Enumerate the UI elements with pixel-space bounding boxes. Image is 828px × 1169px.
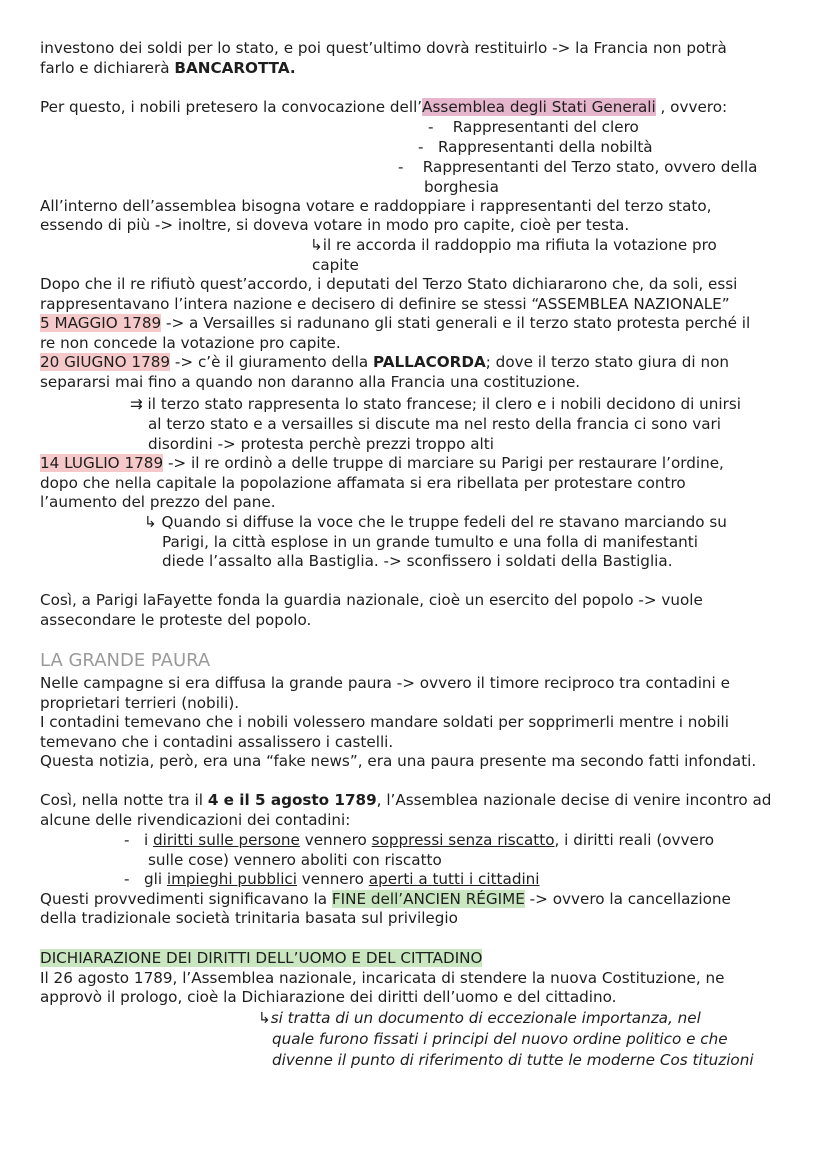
text-fragment: , l’Assemblea nazionale decise di venire incontro ad: [376, 791, 772, 809]
heading-highlight: DICHIARAZIONE DEI DIRITTI DELL’UOMO E DEL CITTADINO: [40, 949, 483, 967]
text-fragment: -> il re ordinò a delle truppe di marciare su Parigi per restaurare l’ordine,: [163, 454, 724, 472]
keyword-pallacorda: PALLACORDA: [373, 353, 486, 371]
underlined-text: aperti a tutti i cittadini: [368, 870, 540, 888]
list-item: [428, 117, 639, 137]
text-line: essendo di più -> inoltre, si doveva votare in modo pro capite, cioè per testa.: [40, 216, 630, 234]
text-fragment: -> a Versailles si radunano gli stati generali e il terzo stato protesta perché il: [161, 314, 751, 332]
list-item-text: Rappresentanti della nobiltà: [437, 138, 653, 156]
note-line: ⇉ il terzo stato rappresenta lo stato francese; il clero e i nobili decidono di unirsi: [130, 395, 742, 413]
text-line: Il 26 agosto 1789, l’Assemblea nazionale, incaricata di stendere la nuova Costituzione, ne: [40, 969, 725, 987]
text-line: separarsi mai fino a quando non daranno alla Francia una costituzione.: [40, 373, 581, 391]
bullet-dash: -: [428, 118, 434, 136]
text-line: temevano che i contadini assalissero i castelli.: [40, 733, 394, 751]
text-line: re non concede la votazione pro capite.: [40, 334, 341, 352]
note-line: disordini -> protesta perchè prezzi troppo alti: [148, 435, 494, 453]
text-fragment: vennero: [299, 831, 372, 849]
note-line: Parigi, la città esplose in un grande tumulto e una folla di manifestanti: [162, 533, 698, 551]
section-title: LA GRANDE PAURA: [40, 650, 211, 671]
text-fragment: -> ovvero la cancellazione: [524, 890, 731, 908]
text-line: [40, 58, 296, 78]
text-fragment: -> c’è il giuramento della: [170, 353, 374, 371]
note-line: al terzo stato e a versailles si discute ma nel resto della francia ci sono vari: [148, 415, 721, 433]
underlined-text: soppressi senza riscatto: [371, 831, 555, 849]
underlined-text: impieghi pubblici: [166, 870, 297, 888]
text-line: Dopo che il re rifiutò quest’accordo, i deputati del Terzo Stato dichiararono che, da soli, essi: [40, 275, 738, 293]
text-line: [40, 352, 729, 372]
list-item: [124, 869, 540, 889]
text-line: l’aumento del prezzo del pane.: [40, 493, 276, 511]
date-highlight: 5 MAGGIO 1789: [40, 314, 162, 332]
text-fragment: farlo e dichiarerà: [40, 59, 175, 77]
text-line: assecondare le proteste del popolo.: [40, 611, 312, 629]
text-fragment: vennero: [296, 870, 369, 888]
bullet-dash: -: [124, 870, 130, 888]
text-line: [40, 313, 750, 333]
text-line: alcune delle rivendicazioni dei contadini:: [40, 811, 351, 829]
list-item: [398, 157, 757, 177]
list-item-text: Rappresentanti del clero: [452, 118, 639, 136]
date-highlight: 20 GIUGNO 1789: [40, 353, 171, 371]
text-line: approvò il prologo, cioè la Dichiarazione dei diritti dell’uomo e del cittadino.: [40, 988, 617, 1006]
bullet-dash: -: [418, 138, 424, 156]
text-line: proprietari terrieri (nobili).: [40, 694, 240, 712]
list-item: [124, 830, 714, 850]
note-line: capite: [312, 256, 359, 274]
note-line: divenne il punto di riferimento di tutte le moderne Cos tituzioni: [272, 1051, 754, 1069]
text-fragment: gli: [143, 870, 167, 888]
note-line: ↳ Quando si diffuse la voce che le truppe fedeli del re stavano marciando su: [144, 513, 727, 531]
bullet-dash: -: [398, 158, 404, 176]
text-line: Così, a Parigi laFayette fonda la guardia nazionale, cioè un esercito del popolo -> vuole: [40, 591, 703, 609]
text-fragment: i: [143, 831, 154, 849]
text-line: I contadini temevano che i nobili volessero mandare soldati per sopprimerli mentre i nobili: [40, 713, 729, 731]
text-fragment: ; dove il terzo stato giura di non: [485, 353, 730, 371]
list-item: [418, 137, 653, 157]
text-line: della tradizionale società trinitaria basata sul privilegio: [40, 909, 458, 927]
highlight-ancien-regime: FINE dell’ANCIEN RÉGIME: [331, 890, 525, 908]
list-item-text: Rappresentanti del Terzo stato, ovvero della: [422, 158, 758, 176]
list-item-continuation: borghesia: [424, 178, 499, 196]
text-fragment: Per questo, i nobili pretesero la convocazione dell’: [40, 98, 423, 116]
text-line: Nelle campagne si era diffusa la grande paura -> ovvero il timore reciproco tra contadini e: [40, 674, 730, 692]
bullet-dash: -: [124, 831, 130, 849]
text-fragment: Così, nella notte tra il: [40, 791, 208, 809]
highlight-stati-generali: Assemblea degli Stati Generali: [422, 98, 656, 116]
note-line: ↳si tratta di un documento di eccezionale importanza, nel: [258, 1009, 701, 1027]
text-line: [40, 889, 731, 909]
underlined-text: diritti sulle persone: [153, 831, 300, 849]
text-fragment: , ovvero:: [655, 98, 728, 116]
text-line: investono dei soldi per lo stato, e poi quest’ultimo dovrà restituirlo -> la Francia non potrà: [40, 39, 727, 57]
text-line: dopo che nella capitale la popolazione affamata si era ribellata per protestare contro: [40, 474, 686, 492]
text-fragment: Questi provvedimenti significavano la: [40, 890, 332, 908]
text-line: [40, 790, 771, 810]
text-line: [40, 453, 724, 473]
note-line: quale furono fissati i principi del nuovo ordine politico e che: [272, 1030, 728, 1048]
note-line: diede l’assalto alla Bastiglia. -> sconfissero i soldati della Bastiglia.: [162, 552, 673, 570]
text-line: rappresentavano l’intera nazione e decisero di definire se stessi “ASSEMBLEA NAZIONALE”: [40, 295, 730, 313]
list-item-continuation: sulle cose) vennero aboliti con riscatto: [148, 851, 442, 869]
note-line: ↳il re accorda il raddoppio ma rifiuta la votazione pro: [310, 236, 717, 254]
keyword-bancarotta: BANCAROTTA.: [174, 59, 296, 77]
text-line: All’interno dell’assemblea bisogna votare e raddoppiare i rappresentanti del terzo stato,: [40, 197, 712, 215]
text-fragment: , i diritti reali (ovvero: [554, 831, 715, 849]
text-line: [40, 97, 727, 117]
date-bold: 4 e il 5 agosto 1789: [207, 791, 377, 809]
section-heading: [40, 948, 482, 968]
date-highlight: 14 LUGLIO 1789: [40, 454, 164, 472]
text-line: Questa notizia, però, era una “fake news”, era una paura presente ma secondo fatti infondati.: [40, 752, 757, 770]
